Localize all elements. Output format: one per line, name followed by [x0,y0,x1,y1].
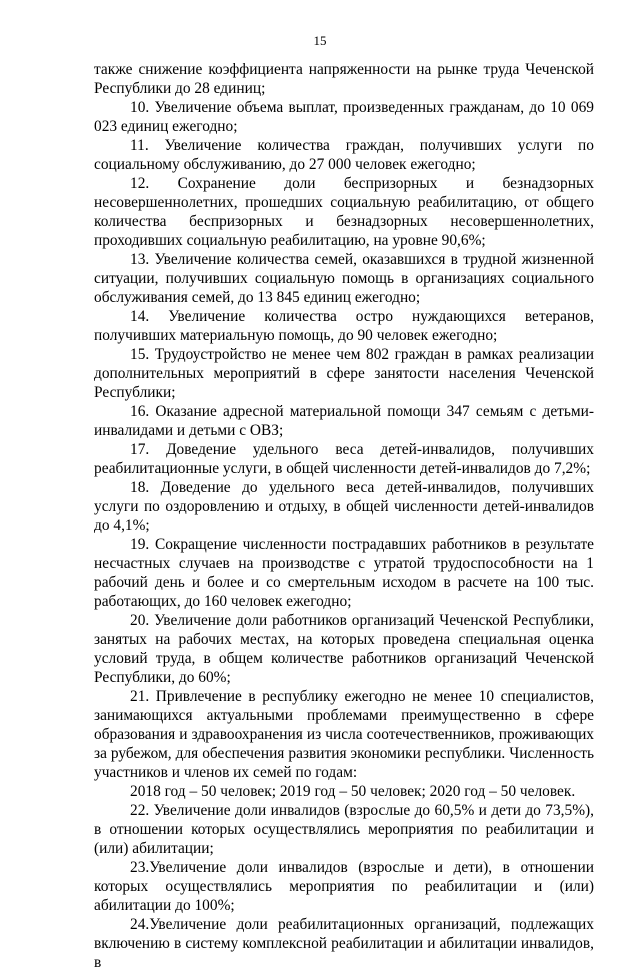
paragraph-item-19: 19. Сокращение численности пострадавших работников в результате несчастных случаев на производстве с утратой трудоспособности на 1 рабочий день и более и со смертельным исходом в расчете на 100 тыс. работающих, до 160 человек ежегодно; [94,536,594,610]
paragraph-item-16: 16. Оказание адресной материальной помощи 347 семьям с детьми-инвалидами и детьми с ОВЗ; [94,403,594,439]
paragraph-item-15: 15. Трудоустройство не менее чем 802 граждан в рамках реализации дополнительных мероприятий в сфере занятости населения Чеченской Республики; [94,346,594,401]
paragraph-continuation: также снижение коэффициента напряженности на рынке труда Чеченской Республики до 28 единиц; [94,61,594,97]
paragraph-item-24: 24.Увеличение доли реабилитационных организаций, подлежащих включению в систему комплексной реабилитации и абилитации инвалидов, в [94,916,594,971]
paragraph-item-23: 23.Увеличение доли инвалидов (взрослые и дети), в отношении которых осуществлялись мероприятия по реабилитации и (или) абилитации до 100%; [94,859,594,914]
paragraph-item-21-years: 2018 год – 50 человек; 2019 год – 50 человек; 2020 год – 50 человек. [130,783,576,800]
paragraph-item-10: 10. Увеличение объема выплат, произведенных гражданам, до 10 069 023 единиц ежегодно; [94,99,594,135]
paragraph-item-18: 18. Доведение до удельного веса детей-инвалидов, получивших услуги по оздоровлению и отдыху, в общей численности детей-инвалидов до 4,1%; [94,479,594,534]
paragraph-item-17: 17. Доведение удельного веса детей-инвалидов, получивших реабилитационные услуги, в общей численности детей-инвалидов до 7,2%; [94,441,594,477]
paragraph-item-20: 20. Увеличение доли работников организаций Чеченской Республики, занятых на рабочих местах, на которых проведена специальная оценка условий труда, в общем количестве работников организаций Чеченской Республики, до 60%; [94,612,594,686]
paragraph-item-14: 14. Увеличение количества остро нуждающихся ветеранов, получивших материальную помощь, до 90 человек ежегодно; [94,308,594,344]
paragraph-item-21: 21. Привлечение в республику ежегодно не менее 10 специалистов, занимающихся актуальными проблемами преимущественно в сфере образования и здравоохранения из числа соотечественников, проживающих за рубежом, для обеспечения развития экономики республики. Численность участников и членов их семей по годам: [94,688,594,781]
paragraph-item-12: 12. Сохранение доли беспризорных и безнадзорных несовершеннолетних, прошедших социальную реабилитацию, от общего количества беспризорных и безнадзорных несовершеннолетних, проходивших социальную реабилитацию, на уровне 90,6%; [94,175,594,249]
document-body [94,60,594,972]
page-number: 15 [313,33,327,48]
paragraph-item-11: 11. Увеличение количества граждан, получивших услуги по социальному обслуживанию, до 27 000 человек ежегодно; [94,137,594,173]
paragraph-item-22: 22. Увеличение доли инвалидов (взрослые до 60,5% и дети до 73,5%), в отношении которых осуществлялись мероприятия по реабилитации и (или) абилитации; [94,802,594,857]
paragraph-item-13: 13. Увеличение количества семей, оказавшихся в трудной жизненной ситуации, получивших социальную помощь в организациях социального обслуживания семей, до 13 845 единиц ежегодно; [94,251,594,306]
